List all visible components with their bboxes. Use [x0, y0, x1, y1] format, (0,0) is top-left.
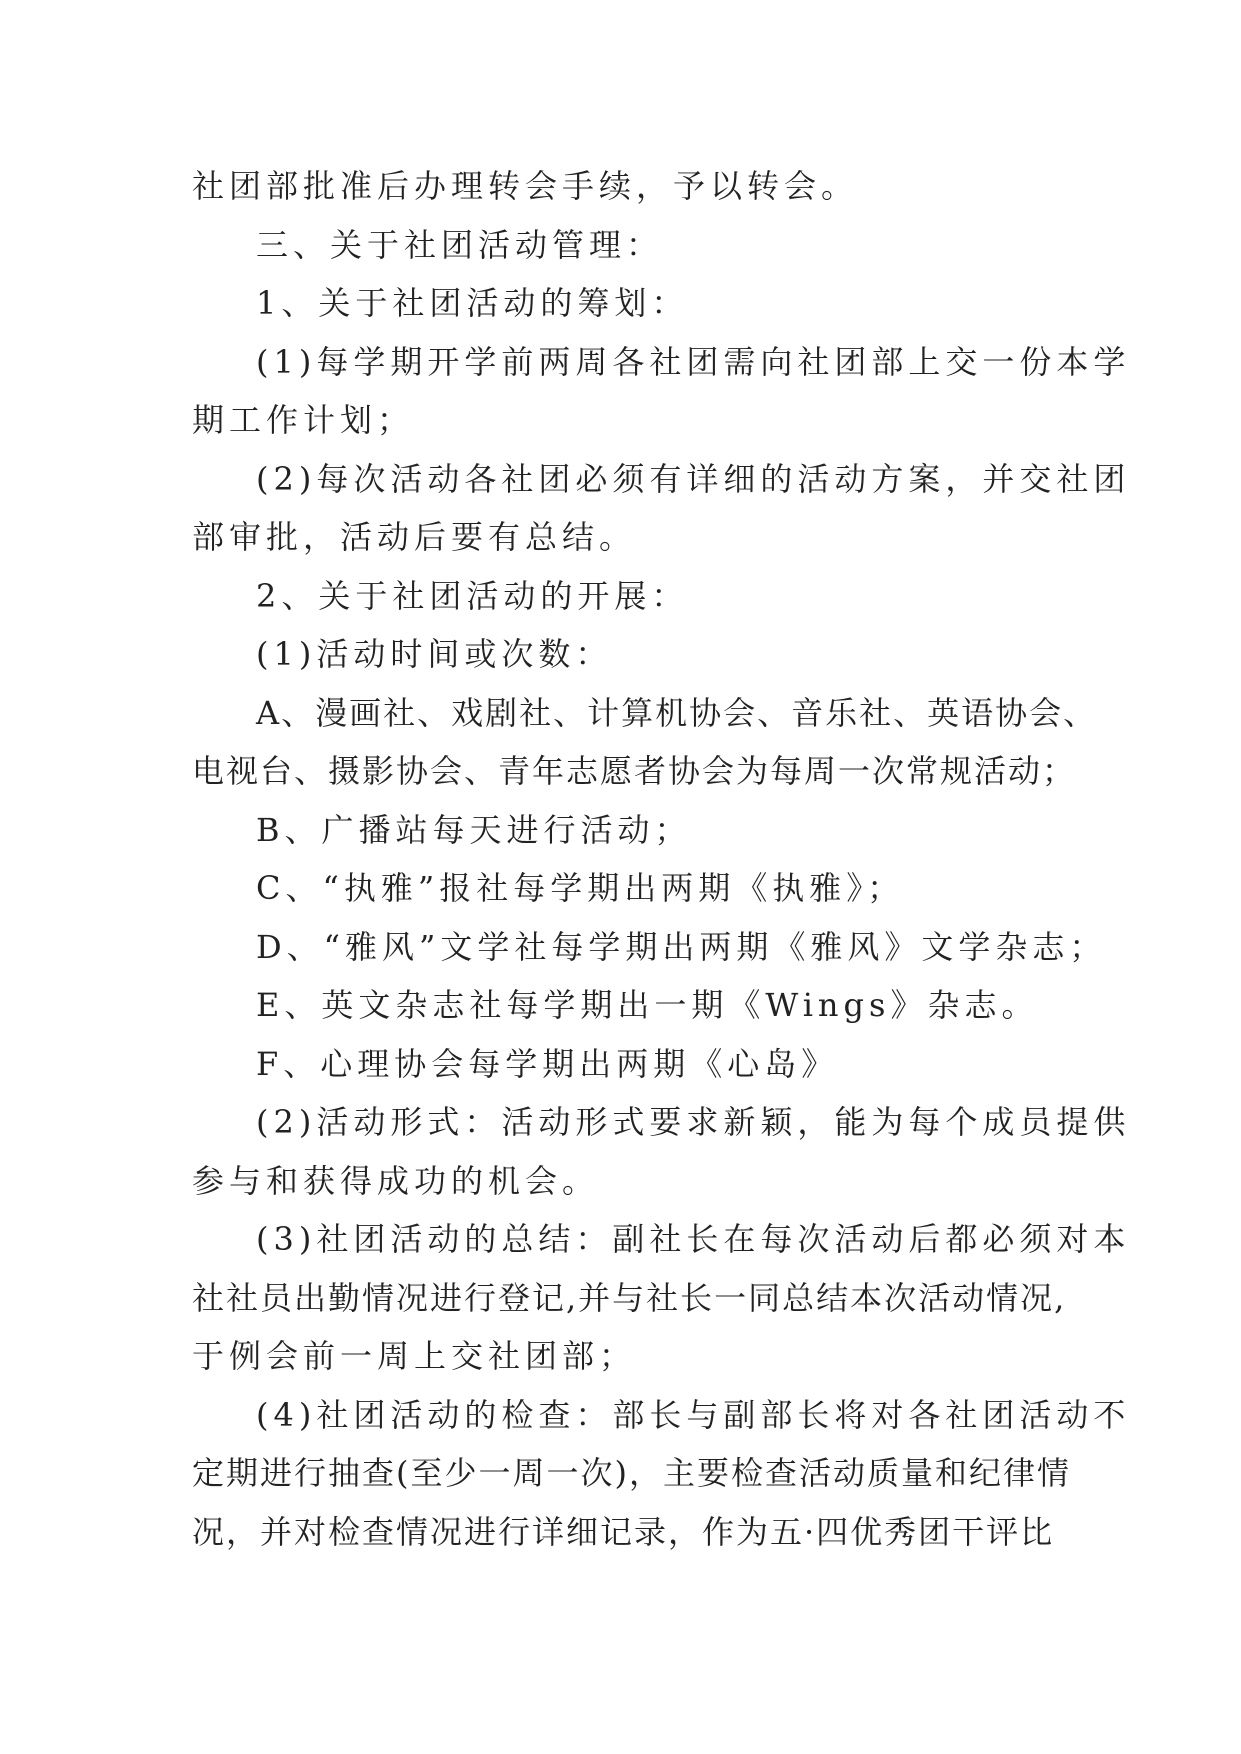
- text-line: 于例会前一周上交社团部；: [192, 1337, 637, 1375]
- text-line: 2、关于社团活动的开展：: [256, 576, 689, 615]
- text-line: 三、关于社团活动管理：: [256, 225, 664, 264]
- text-line: 社团部批准后办理转会手续，予以转会。: [192, 167, 859, 205]
- text-line: (2)每次活动各社团必须有详细的活动方案，并交社团: [256, 459, 1131, 498]
- text-line: (1)活动时间或次数：: [256, 635, 613, 673]
- text-line: B、广播站每天进行活动；: [256, 810, 692, 849]
- text-line: E、英文杂志社每学期出一期《Wings》杂志。: [256, 986, 1039, 1024]
- text-line: (1)每学期开学前两周各社团需向社团部上交一份本学: [256, 342, 1131, 381]
- text-line: D、“雅风”文学社每学期出两期《雅风》文学杂志；: [256, 927, 1107, 966]
- document-body: [192, 157, 1131, 1561]
- text-line: 电视台、摄影协会、青年志愿者协会为每周一次常规活动；: [192, 752, 1077, 790]
- text-line: 期工作计划；: [192, 401, 415, 439]
- text-line: (3)社团活动的总结：副社长在每次活动后都必须对本: [256, 1220, 1131, 1258]
- text-line: (4)社团活动的检查：部长与副部长将对各社团活动不: [256, 1395, 1131, 1434]
- text-line: 1、关于社团活动的筹划：: [256, 284, 689, 322]
- text-line: A、漫画社、戏剧社、计算机协会、音乐社、英语协会、: [256, 693, 1098, 732]
- text-line: C、“执雅”报社每学期出两期《执雅》；: [256, 869, 905, 907]
- text-line: 参与和获得成功的机会。: [192, 1161, 600, 1200]
- text-line: (2)活动形式：活动形式要求新颖，能为每个成员提供: [256, 1103, 1131, 1141]
- text-line: 况，并对检查情况进行详细记录，作为五·四优秀团干评比: [192, 1512, 1055, 1551]
- text-line: F、心理协会每学期出两期《心岛》: [256, 1044, 839, 1083]
- text-line: 部审批，活动后要有总结。: [192, 518, 637, 556]
- text-line: 定期进行抽查(至少一周一次)，主要检查活动质量和纪律情: [192, 1454, 1071, 1492]
- text-line: 社社员出勤情况进行登记,并与社长一同总结本次活动情况,: [192, 1278, 1067, 1317]
